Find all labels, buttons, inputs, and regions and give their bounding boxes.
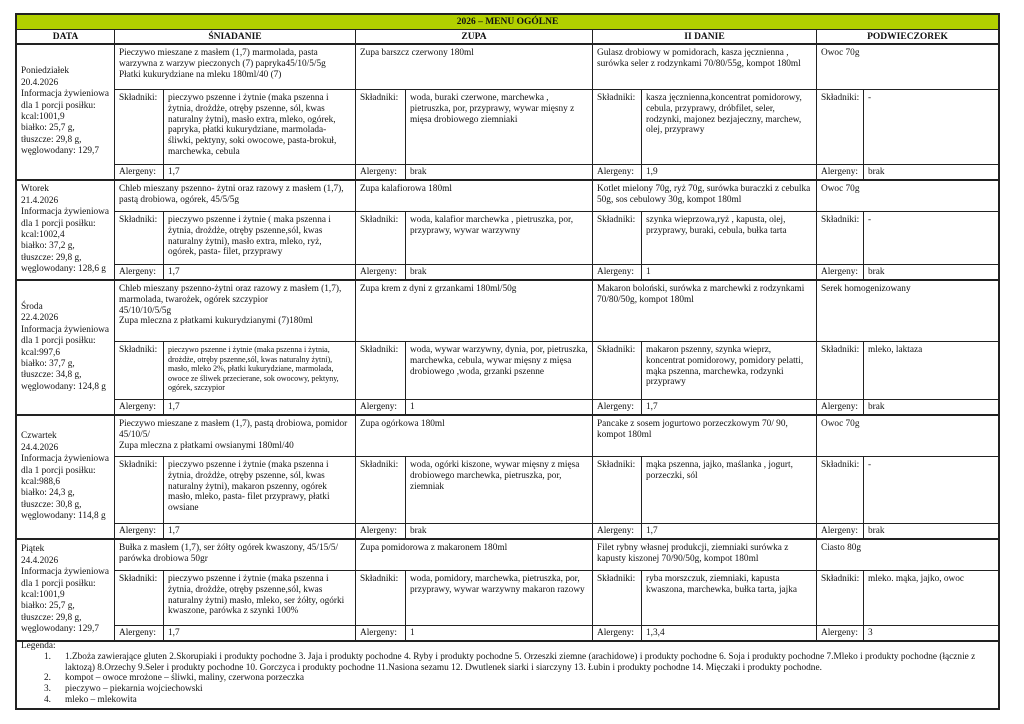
allergens-label: Alergeny: <box>356 265 406 281</box>
ingredients-label: Składniki: <box>356 457 406 524</box>
ingredients-label: Składniki: <box>115 90 164 165</box>
dish-zupa: Zupa ogórkowa 180ml <box>356 416 593 457</box>
allergens-label: Alergeny: <box>593 524 642 540</box>
ingredients-ii-danie: makaron pszenny, szynka wieprz, koncentrat pomidorowy, pomidory pelatti, mąka pszenna, marchewka, rodzynki przyprawy <box>642 342 817 400</box>
day-info <box>17 281 115 416</box>
dish-sniadanie: Chleb mieszany pszenno- żytni oraz razowy z masłem (1,7), pastą drobiowa, ogórek, 45/5/5g <box>115 181 356 212</box>
header-sniadanie: ŚNIADANIE <box>115 30 356 45</box>
allergens-sniadanie: 1,7 <box>164 524 356 540</box>
nutrition-line: tłuszcze: 34,8 g, <box>21 370 82 381</box>
allergens-podwieczorek: brak <box>864 524 998 540</box>
ingredients-podwieczorek: mleko, laktaza <box>864 342 998 400</box>
day-info <box>17 416 115 540</box>
nutrition-line: kcal:1002,4 <box>21 230 65 240</box>
allergens-label: Alergeny: <box>593 165 642 181</box>
dish-podwieczorek: Owoc 70g <box>817 45 998 90</box>
allergens-podwieczorek: brak <box>864 165 998 181</box>
ingredients-sniadanie: pieczywo pszenne i żytnie (maka pszenna i żytnia, drożdże, otręby pszenne,sól, kwas naturalny żytni), masło, mleko 2%, płatki kukurydziane, marmolada, owoce ze śliwek przecierane, sok owocowy, pektyny, ogórek, szczypior <box>164 342 356 400</box>
allergens-label: Alergeny: <box>356 524 406 540</box>
legend-item-text: 1.Zboża zawierające gluten 2.Skorupiaki i produkty pochodne 3. Jaja i produkty pochodne 4. Ryby i produkty pochodne 5. Orzeszki ziemne (arachidowe) i produkty pochodne 6. Soja i produkty pochodne 7.Mleko i produkty pochodne (łącznie z laktozą) 8.Orzechy 9.Seler i produkty pochodne 10. Gorczyca i produkty pochodne 11.Nasiona sezamu 12. Dwutlenek siarki i siarczyny 13. Łubin i produkty pochodne 14. Mięczaki i produkty pochodne. <box>65 651 976 673</box>
dish-sniadanie: Bułka z masłem (1,7), ser żółty ogórek kwaszony, 45/15/5/ parówka drobiowa 50gr <box>115 540 356 571</box>
legend-item-number: 1. <box>44 651 51 662</box>
ingredients-label: Składniki: <box>115 342 164 400</box>
allergens-zupa: brak <box>406 165 593 181</box>
ingredients-zupa: woda, pomidory, marchewka, pietruszka, por, przyprawy, wywar warzywny makaron razowy <box>406 571 593 626</box>
day-date: 22.4.2026 <box>21 313 59 324</box>
dish-zupa: Zupa barszcz czerwony 180ml <box>356 45 593 90</box>
legend-item <box>21 673 994 684</box>
ingredients-zupa: woda, wywar warzywny, dynia, por, pietruszka, marchewka, cebula, wywar mięsny z mięsa drobiowego ,woda, grzanki pszenne <box>406 342 593 400</box>
day-date: 20.4.2026 <box>21 77 59 88</box>
allergens-label: Alergeny: <box>356 400 406 416</box>
dish-ii-danie: Gulasz drobiowy w pomidorach, kasza jęcznienna , surówka seler z rodzynkami 70/80/55g, kompot 180ml <box>593 45 817 90</box>
dish-podwieczorek: Owoc 70g <box>817 181 998 212</box>
nutrition-line: Informacja żywieniowa <box>21 89 110 100</box>
ingredients-label: Składniki: <box>817 90 864 165</box>
allergens-label: Alergeny: <box>115 626 164 642</box>
ingredients-zupa: woda, ogórki kiszone, wywar mięsny z mięsa drobiowego marchewka, pietruszka, por, ziemniak <box>406 457 593 524</box>
allergens-podwieczorek: 3 <box>864 626 998 642</box>
ingredients-label: Składniki: <box>356 571 406 626</box>
nutrition-line: dla 1 porcji posiłku: <box>21 465 96 476</box>
allergens-podwieczorek: brak <box>864 265 998 281</box>
dish-ii-danie: Kotlet mielony 70g, ryż 70g, surówka buraczki z cebulka 50g, sos cebulowy 30g, kompot 180ml <box>593 181 817 212</box>
ingredients-podwieczorek: - <box>864 90 998 165</box>
ingredients-label: Składniki: <box>817 571 864 626</box>
nutrition-line: tłuszcze: 29,8 g, <box>21 612 82 623</box>
ingredients-podwieczorek: mleko. mąka, jajko, owoc <box>864 571 998 626</box>
nutrition-line: białko: 24,3 g, <box>21 488 75 499</box>
nutrition-line: Informacja żywieniowa <box>21 454 110 465</box>
day-date: 21.4.2026 <box>21 195 59 206</box>
dish-sniadanie: Pieczywo mieszane z masłem (1,7), pastą drobiowa, pomidor 45/10/5/ Zupa mleczna z płatkami owsianymi 180ml/40 <box>115 416 356 457</box>
ingredients-label: Składniki: <box>593 571 642 626</box>
ingredients-label: Składniki: <box>817 457 864 524</box>
nutrition-line: kcal:988,6 <box>21 477 60 487</box>
nutrition-line: Informacja żywieniowa <box>21 207 110 218</box>
nutrition-line: tłuszcze: 29,8 g, <box>21 252 82 263</box>
allergens-sniadanie: 1,7 <box>164 165 356 181</box>
ingredients-podwieczorek: - <box>864 457 998 524</box>
allergens-sniadanie: 1,7 <box>164 626 356 642</box>
day-name: Czwartek <box>21 431 57 442</box>
ingredients-label: Składniki: <box>593 90 642 165</box>
nutrition-line: białko: 37,7 g, <box>21 358 75 369</box>
nutrition-line: Informacja żywieniowa <box>21 324 110 335</box>
day-name: Piątek <box>21 544 45 555</box>
ingredients-sniadanie: pieczywo pszenne i żytnie (maka pszenna i żytnia, drożdże, otręby pszenne, sól, kwas naturalny żytni), masło extra, mleko, ogórek, papryka, płatki kukurydziane, marmolada-śliwki, pektyny, soki owocowe, pasta-brokuł, marchewka, cebula <box>164 90 356 165</box>
allergens-podwieczorek: brak <box>864 400 998 416</box>
nutrition-line: tłuszcze: 29,8 g, <box>21 134 82 145</box>
allergens-zupa: brak <box>406 524 593 540</box>
allergens-label: Alergeny: <box>115 265 164 281</box>
ingredients-zupa: woda, kalafior marchewka , pietruszka, por, przyprawy, wywar warzywny <box>406 212 593 265</box>
allergens-ii-danie: 1,7 <box>642 524 817 540</box>
day-name: Poniedziałek <box>21 66 70 77</box>
ingredients-label: Składniki: <box>593 457 642 524</box>
ingredients-sniadanie: pieczywo pszenne i żytnie (maka pszenna i żytnia, drożdże, otręby pszenne, sól, kwas naturalny żytni), makaron pszenny, ogórek masło, mleko, pasta- filet przyprawy, płatki owsiane <box>164 457 356 524</box>
allergens-label: Alergeny: <box>817 524 864 540</box>
allergens-label: Alergeny: <box>593 626 642 642</box>
ingredients-zupa: woda, buraki czerwone, marchewka , pietruszka, por, przyprawy, wywar mięsny z mięsa drobiowego ziemniaki <box>406 90 593 165</box>
allergens-label: Alergeny: <box>817 626 864 642</box>
allergens-label: Alergeny: <box>356 165 406 181</box>
allergens-label: Alergeny: <box>115 400 164 416</box>
dish-zupa: Zupa krem z dyni z grzankami 180ml/50g <box>356 281 593 342</box>
menu-table <box>15 13 1000 710</box>
dish-zupa: Zupa kalafiorowa 180ml <box>356 181 593 212</box>
nutrition-line: węglowodany: 129,7 <box>21 146 99 157</box>
legend-item <box>21 684 994 695</box>
ingredients-label: Składniki: <box>817 342 864 400</box>
header-ii-danie: II DANIE <box>593 30 817 45</box>
allergens-ii-danie: 1 <box>642 265 817 281</box>
legend-item-number: 2. <box>44 673 51 684</box>
dish-zupa: Zupa pomidorowa z makaronem 180ml <box>356 540 593 571</box>
nutrition-line: białko: 25,7 g, <box>21 601 75 612</box>
dish-podwieczorek: Ciasto 80g <box>817 540 998 571</box>
legend-item-text: kompot – owoce mrożone – śliwki, maliny, czerwona porzeczka <box>65 673 304 684</box>
nutrition-line: tłuszcze: 30,8 g, <box>21 499 82 510</box>
nutrition-line: węglowodany: 129,7 <box>21 624 99 635</box>
menu-title: 2026 – MENU OGÓLNE <box>17 15 998 30</box>
nutrition-line: białko: 25,7 g, <box>21 123 75 134</box>
dish-ii-danie: Filet rybny własnej produkcji, ziemniaki surówka z kapusty kiszonej 70/90/50g, kompot 180ml <box>593 540 817 571</box>
allergens-label: Alergeny: <box>356 626 406 642</box>
ingredients-label: Składniki: <box>593 212 642 265</box>
nutrition-line: węglowodany: 114,8 g <box>21 511 106 522</box>
day-name: Środa <box>21 301 43 312</box>
allergens-sniadanie: 1,7 <box>164 265 356 281</box>
allergens-label: Alergeny: <box>593 400 642 416</box>
ingredients-ii-danie: ryba morszczuk, ziemniaki, kapusta kwaszona, marchewka, bułka tarta, jajka <box>642 571 817 626</box>
nutrition-line: węglowodany: 124,8 g <box>21 381 106 392</box>
ingredients-ii-danie: szynka wieprzowa,ryż , kapusta, olej, przyprawy, buraki, cebula, bułka tarta <box>642 212 817 265</box>
header-data: DATA <box>17 30 115 45</box>
ingredients-ii-danie: kasza jęcznienna,koncentrat pomidorowy, cebula, przyprawy, dróbfilet, seler, rodzynki, majonez bezjajeczny, marchew, olej, przyprawy <box>642 90 817 165</box>
legend-item-number: 4. <box>44 694 51 705</box>
nutrition-line: kcal:1001,9 <box>21 112 65 122</box>
nutrition-line: kcal:1001,9 <box>21 590 65 600</box>
legend-item-text: pieczywo – piekarnia wojciechowski <box>65 684 203 695</box>
nutrition-line: dla 1 porcji posiłku: <box>21 100 96 111</box>
nutrition-line: dla 1 porcji posiłku: <box>21 218 96 229</box>
allergens-label: Alergeny: <box>115 165 164 181</box>
nutrition-line: Informacja żywieniowa <box>21 567 110 578</box>
legend-item-number: 3. <box>44 684 51 695</box>
nutrition-line: węglowodany: 128,6 g <box>21 264 106 275</box>
day-date: 24.4.2026 <box>21 442 59 453</box>
allergens-ii-danie: 1,7 <box>642 400 817 416</box>
allergens-zupa: brak <box>406 265 593 281</box>
header-podwieczorek: PODWIECZOREK <box>817 30 998 45</box>
day-info <box>17 540 115 642</box>
allergens-zupa: 1 <box>406 626 593 642</box>
allergens-ii-danie: 1,9 <box>642 165 817 181</box>
legend-item-text: mleko – mlekowita <box>65 694 137 705</box>
ingredients-label: Składniki: <box>356 212 406 265</box>
dish-sniadanie: Chleb mieszany pszenno-żytni oraz razowy z masłem (1,7), marmolada, twarożek, ogórek szczypior 45/10/10/5/5g Zupa mleczna z płatkami kukurydzianymi (7)180ml <box>115 281 356 342</box>
legend-item <box>21 652 994 674</box>
allergens-label: Alergeny: <box>817 265 864 281</box>
allergens-label: Alergeny: <box>593 265 642 281</box>
dish-sniadanie: Pieczywo mieszane z masłem (1,7) marmolada, pasta warzywna z warzyw pieczonych (7) papryka45/10/5/5g Płatki kukurydziane na mleku 180ml/40 (7) <box>115 45 356 90</box>
legend-heading: Legenda: <box>21 641 56 651</box>
nutrition-line: dla 1 porcji posiłku: <box>21 578 96 589</box>
ingredients-label: Składniki: <box>115 457 164 524</box>
allergens-ii-danie: 1,3,4 <box>642 626 817 642</box>
ingredients-label: Składniki: <box>115 571 164 626</box>
ingredients-ii-danie: mąka pszenna, jajko, maślanka , jogurt, porzeczki, sól <box>642 457 817 524</box>
legend-item <box>21 695 994 706</box>
nutrition-line: kcal:997,6 <box>21 347 60 358</box>
dish-ii-danie: Makaron boloński, surówka z marchewki z rodzynkami 70/80/50g, kompot 180ml <box>593 281 817 342</box>
day-date: 24.4.2026 <box>21 555 59 566</box>
allergens-sniadanie: 1,7 <box>164 400 356 416</box>
day-info <box>17 181 115 281</box>
ingredients-label: Składniki: <box>356 90 406 165</box>
ingredients-sniadanie: pieczywo pszenne i żytnie (maka pszenna i żytnia, drożdże, otręby pszenne,sól, kwas naturalny żytni) masło, mleko, ser żółty, ogórki kwaszone, parówka z szynki 100% <box>164 571 356 626</box>
ingredients-label: Składniki: <box>817 212 864 265</box>
nutrition-line: dla 1 porcji posiłku: <box>21 336 96 347</box>
dish-podwieczorek: Serek homogenizowany <box>817 281 998 342</box>
ingredients-label: Składniki: <box>593 342 642 400</box>
dish-ii-danie: Pancake z sosem jogurtowo porzeczkowym 70/ 90, kompot 180ml <box>593 416 817 457</box>
allergens-zupa: 1 <box>406 400 593 416</box>
allergens-label: Alergeny: <box>115 524 164 540</box>
ingredients-podwieczorek: - <box>864 212 998 265</box>
nutrition-line: białko: 37,2 g, <box>21 241 75 252</box>
dish-podwieczorek: Owoc 70g <box>817 416 998 457</box>
header-zupa: ZUPA <box>356 30 593 45</box>
ingredients-label: Składniki: <box>115 212 164 265</box>
day-info <box>17 45 115 181</box>
ingredients-label: Składniki: <box>356 342 406 400</box>
legend <box>17 640 998 708</box>
ingredients-sniadanie: pieczywo pszenne i żytnie ( maka pszenna i żytnia, drożdże, otręby pszenne,sól, kwas naturalny żytni), masło extra, mleko, ryż, ogórek, pasta- filet, przyprawy <box>164 212 356 265</box>
day-name: Wtorek <box>21 184 49 195</box>
allergens-label: Alergeny: <box>817 165 864 181</box>
allergens-label: Alergeny: <box>817 400 864 416</box>
